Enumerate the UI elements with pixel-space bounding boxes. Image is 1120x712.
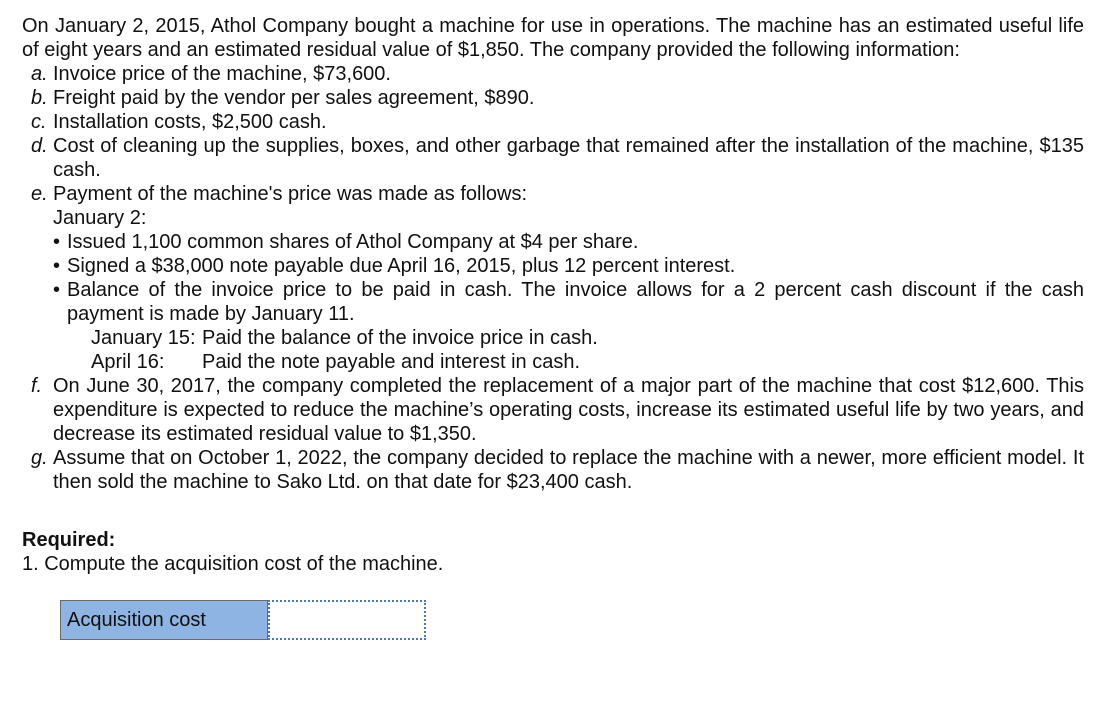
payment-bullet <box>53 278 1084 326</box>
info-item-g <box>31 446 1084 494</box>
item-text: Invoice price of the machine, $73,600. <box>53 63 391 85</box>
payment-dated-row <box>91 350 1084 374</box>
info-item-c <box>31 110 1084 134</box>
item-letter: f. <box>31 375 43 397</box>
info-item-e <box>31 182 1084 374</box>
item-text: On June 30, 2017, the company completed the replacement of a major part of the machine that cost $12,600. This expenditure is expected to reduce the machine’s operating costs, increase its estimated useful life by two years, and decrease its estimated residual value to $1,350. <box>53 375 1084 445</box>
problem-intro: On January 2, 2015, Athol Company bought a machine for use in operations. The machine has an estimated useful life of eight years and an estimated residual value of $1,850. The company provided the following information: <box>22 15 1084 61</box>
payment-bullet <box>53 254 1084 278</box>
bullet-text: Issued 1,100 common shares of Athol Company at $4 per share. <box>67 231 639 253</box>
acquisition-cost-label: Acquisition cost <box>60 600 268 640</box>
required-label: Required: <box>22 529 116 551</box>
bullet-text: Balance of the invoice price to be paid in cash. The invoice allows for a 2 percent cash discount if the cash payment is made by January 11. <box>67 279 1084 325</box>
payment-heading: January 2: <box>53 207 147 229</box>
info-item-a <box>31 62 1084 86</box>
item-text: Installation costs, $2,500 cash. <box>53 111 327 133</box>
item-letter: e. <box>31 183 48 205</box>
answer-row <box>60 600 1084 640</box>
item-body <box>53 182 1084 374</box>
bullet-dot: • <box>53 255 61 277</box>
question-text: 1. Compute the acquisition cost of the machine. <box>22 553 444 575</box>
payment-date-text: Paid the balance of the invoice price in cash. <box>202 327 598 349</box>
item-letter: a. <box>31 63 48 85</box>
bullet-dot: • <box>53 279 61 301</box>
payment-dated-row <box>91 326 1084 350</box>
item-letter: d. <box>31 135 48 157</box>
item-text: Assume that on October 1, 2022, the company decided to replace the machine with a newer, more efficient model. It then sold the machine to Sako Ltd. on that date for $23,400 cash. <box>53 447 1084 493</box>
item-letter: b. <box>31 87 48 109</box>
item-text: Cost of cleaning up the supplies, boxes, and other garbage that remained after the installation of the machine, $135 cash. <box>53 135 1084 181</box>
info-item-b <box>31 86 1084 110</box>
item-letter: c. <box>31 111 47 133</box>
info-item-f <box>31 374 1084 446</box>
bullet-dot: • <box>53 231 61 253</box>
payment-date-text: Paid the note payable and interest in cash. <box>202 351 581 373</box>
acquisition-cost-input[interactable] <box>268 600 426 640</box>
item-letter: g. <box>31 447 48 469</box>
info-list <box>22 62 1084 494</box>
payment-date: April 16: <box>91 351 165 373</box>
info-item-d <box>31 134 1084 182</box>
bullet-text: Signed a $38,000 note payable due April 16, 2015, plus 12 percent interest. <box>67 255 736 277</box>
payment-date: January 15: <box>91 327 196 349</box>
payment-bullets <box>53 230 1084 326</box>
payment-bullet <box>53 230 1084 254</box>
required-section <box>22 528 1084 640</box>
item-text: Payment of the machine's price was made as follows: <box>53 183 528 205</box>
item-text: Freight paid by the vendor per sales agreement, $890. <box>53 87 535 109</box>
